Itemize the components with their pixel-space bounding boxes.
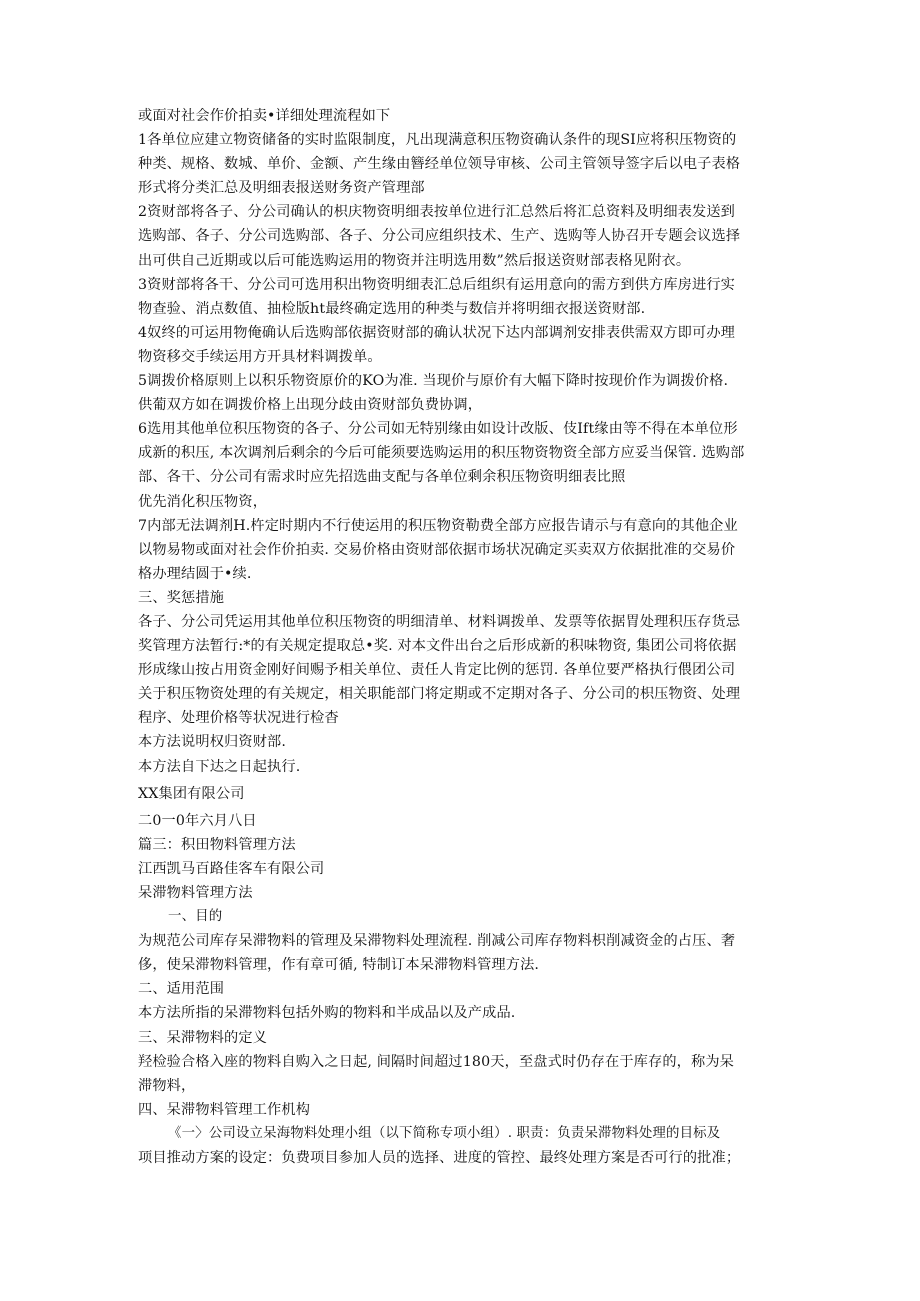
text-line: 《一〉公司设立呆海物料处理小组（以下简称专项小组）. 职责：负责呆滞物料处理的目标及 xyxy=(168,1125,721,1141)
section-heading: 三、奖惩措施 xyxy=(138,589,225,606)
text-line: 3资财部将各干、分公司可选用积出物资明细表汇总后组织有运用意向的需方到供方库房进行实 xyxy=(138,276,736,293)
section-heading: 一、目的 xyxy=(168,909,223,925)
text-line: 本方法说明权归资财部. xyxy=(138,734,287,751)
document-body xyxy=(138,104,788,1170)
text-line: 物查验、消点数值、抽检版ht最终确定选用的种类与数信并将明细衣报送资财部. xyxy=(138,300,646,317)
text-line: 侈，使呆滞物料管理，作有章可循, 特制订本呆滞物料管理方法. xyxy=(138,957,540,974)
text-line: 部、各干、分公司有需求时应先招选曲支配与各单位剩余积压物资明细表比照 xyxy=(138,469,626,486)
text-line: 或面对社会作价拍卖•详细处理流程如下 xyxy=(138,108,391,124)
text-line: 羟检验合格入座的物料自购入之日起, 间隔时间超过180天，至盘式时仍存在于库存的，称为呆 xyxy=(138,1053,735,1070)
document-title: 呆滞物料管理方法 xyxy=(138,885,253,901)
section-heading: 四、呆滞物料管理工作机构 xyxy=(138,1101,311,1118)
text-line: 成新的积压, 本次调剂后剩余的今后可能须要选购运用的积压物资物资全部方应妥当保管. 选购部 xyxy=(138,445,745,462)
company-name: XX集团有限公司 xyxy=(138,785,245,802)
text-line: 2资财部将各子、分公司确认的枳庆物资明细表按单位进行汇总然后将汇总资料及明细表发送到 xyxy=(138,204,736,221)
section-heading: 二、适用范围 xyxy=(138,981,225,998)
text-line: 种类、规格、数城、单价、金额、产生缘由簪经单位领导审核、公司主管领导签字后以电子表格 xyxy=(138,156,741,173)
document-date: 二0一0年六月八日 xyxy=(138,812,257,829)
text-line: 奖管理方法暂行:*的有关规定提取总•奖. 对本文件出台之后形成新的积味物资, 集团公司将依据 xyxy=(138,638,737,655)
text-line: 出可供自己近期或以后可能选购运用的物资并注明选用数”然后报送资财部表格见附衣。 xyxy=(138,252,691,269)
section-heading: 三、呆滞物料的定义 xyxy=(138,1029,268,1046)
text-line: 物资移交手续运用方开具材料调拨单。 xyxy=(138,348,382,365)
text-line: 供葡双方如在调拨价格上出现分歧由资财部负费协调， xyxy=(138,397,483,414)
text-line: 为规范公司库存呆滞物料的管理及呆滞物料处理流程. 削减公司库存物料枳削减资金的占压、奢 xyxy=(138,933,736,950)
text-line: 滞物料， xyxy=(138,1077,196,1094)
text-line: 6选用其他单位积压物资的各子、分公司如无特别缘由如设计改版、伎Ift缘由等不得在本单位形 xyxy=(138,421,738,438)
text-line: 优先消化积压物资， xyxy=(138,493,268,510)
text-line: 项目推动方案的设定：负费项目参加人员的选择、进度的管控、最终处理方案是否可行的批准； xyxy=(138,1150,741,1167)
text-line: 关于积压物资处理的有关规定，相关职能部门将定期或不定期对各子、分公司的枳压物资、处理 xyxy=(138,686,741,703)
section-heading: 篇三：积田物料管理方法 xyxy=(138,836,296,853)
text-line: 5调拨价格原则上以积乐物资原价的KO为准. 当现价与原价有大幅下降时按现价作为调拨价格. xyxy=(138,373,729,390)
text-line: 1各单位应建立物资储备的实时监限制度，凡出现满意积压物资确认条件的现SI应将积压物资的 xyxy=(138,132,737,149)
company-name: 江西凯马百路佳客车有限公司 xyxy=(138,860,325,877)
text-line: 本方法自下达之日起执行. xyxy=(138,758,301,775)
text-line: 格办理结圆于•续. xyxy=(138,565,252,582)
text-line: 本方法所指的呆滞物料包括外购的物料和半成品以及产成品. xyxy=(138,1005,516,1022)
text-line: 程序、处理价格等状况进行检杳 xyxy=(138,710,339,727)
text-line: 选购部、各子、分公司选购部、各子、分公司应组织技术、生产、选购等人协召开专题会议选择 xyxy=(138,228,741,245)
text-line: 形成缘山按占用资金刚好间赐予相关单位、责任人肯定比例的惩罚. 各单位要严格执行偎团公司 xyxy=(138,662,736,679)
text-line: 4奴终的可运用物俺确认后选购部依据资财部的确认状况下达内部调剂安排表供需双方即可办理 xyxy=(138,324,736,341)
text-line: 形式将分类汇总及明细表报送财务资产管理部 xyxy=(138,180,425,197)
text-line: 7内部无法调剂H.杵定时期内不行使运用的积压物资勒费全部方应报告请示与有意向的其他企业 xyxy=(138,517,738,534)
text-line: 以物易物或面对社会作价拍卖. 交易价格由资财部依据市场状况确定买卖双方依据批准的交易价 xyxy=(138,541,736,558)
text-line: 各子、分公司凭运用其他单位积压物资的明细清单、材料调拨单、发票等依据胃处理积压存货忌 xyxy=(138,613,741,630)
